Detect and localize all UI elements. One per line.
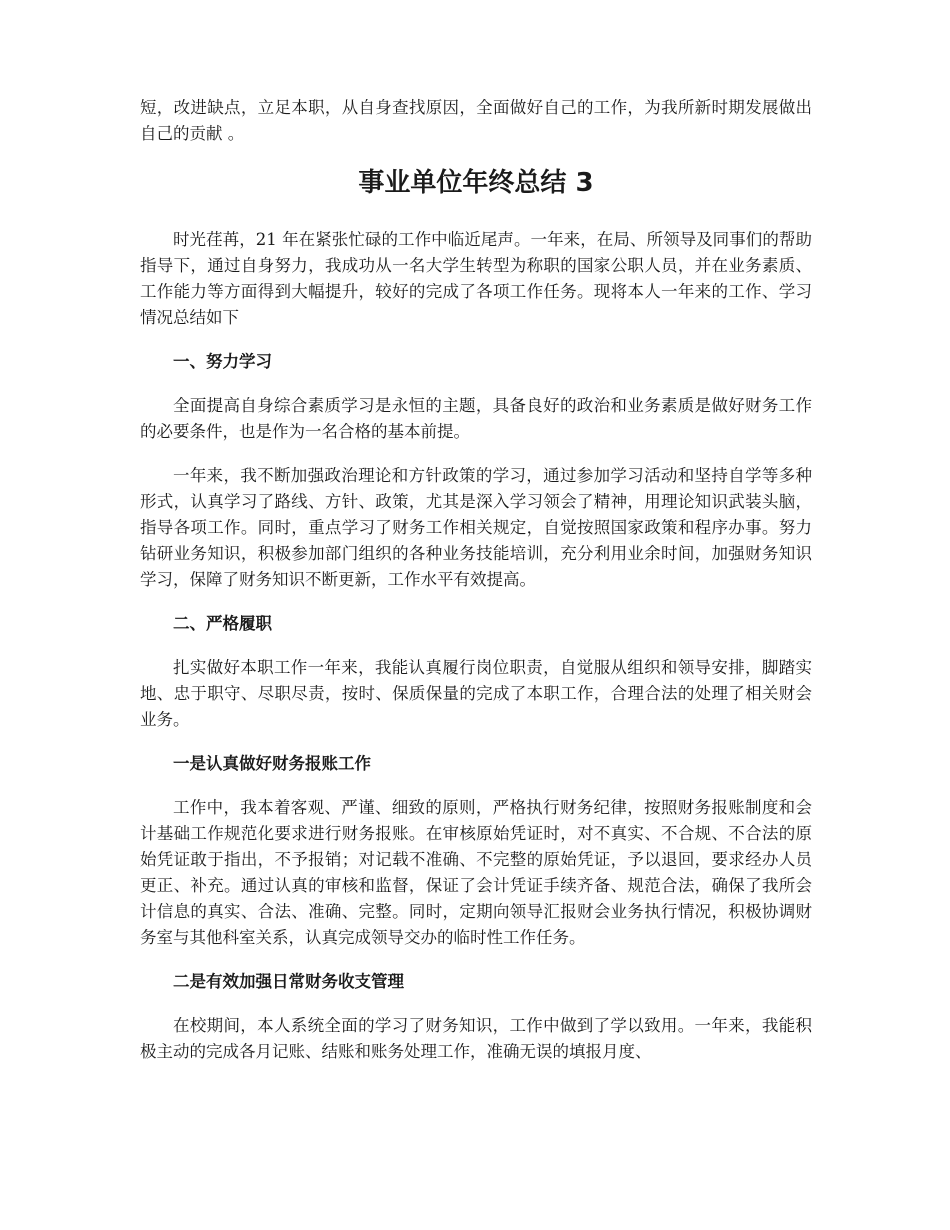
intro-paragraph: 时光荏苒，21 年在紧张忙碌的工作中临近尾声。一年来，在局、所领导及同事们的帮助指导下，通过自身努力，我成功从一名大学生转型为称职的国家公职人员，并在业务素质、工作能力等方面得到大幅提升，较好的完成了各项工作任务。现将本人一年来的工作、学习情况总结如下 <box>140 230 812 327</box>
previous-paragraph-continuation: 短，改进缺点，立足本职，从自身查找原因，全面做好自己的工作，为我所新时期发展做出自己的贡献 。 <box>140 98 812 143</box>
paragraph-duty: 扎实做好本职工作一年来，我能认真履行岗位职责，自觉服从组织和领导安排，脚踏实地、忠于职守、尽职尽责，按时、保质保量的完成了本职工作，合理合法的处理了相关财会业务。 <box>140 658 812 729</box>
paragraph-study-2: 一年来，我不断加强政治理论和方针政策的学习，通过参加学习活动和坚持自学等多种形式，认真学习了路线、方针、政策，尤其是深入学习领会了精神，用理论知识武装头脑，指导各项工作。同时，重点学习了财务工作相关规定，自觉按照国家政策和程序办事。努力钻研业务知识，积极参加部门组织的各种业务技能培训，充分利用业余时间，加强财务知识学习，保障了财务知识不断更新，工作水平有效提高。 <box>140 466 812 589</box>
paragraph-reimbursement: 工作中，我本着客观、严谨、细致的原则，严格执行财务纪律，按照财务报账制度和会计基础工作规范化要求进行财务报账。在审核原始凭证时，对不真实、不合规、不合法的原始凭证敢于指出，不予报销；对记载不准确、不完整的原始凭证，予以退回，要求经办人员更正、补充。通过认真的审核和监督，保证了会计凭证手续齐备、规范合法，确保了我所会计信息的真实、合法、准确、完整。同时，定期向领导汇报财会业务执行情况，积极协调财务室与其他科室关系，认真完成领导交办的临时性工作任务。 <box>140 798 812 947</box>
subheading-reimbursement: 一是认真做好财务报账工作 <box>173 754 371 773</box>
paragraph-finance-management: 在校期间，本人系统全面的学习了财务知识，工作中做到了学以致用。一年来，我能积极主动的完成各月记账、结账和账务处理工作，准确无误的填报月度、 <box>140 1016 812 1061</box>
section-heading-duty: 二、严格履职 <box>173 614 272 633</box>
section-heading-study: 一、努力学习 <box>173 352 272 371</box>
paragraph-study-1: 全面提高自身综合素质学习是永恒的主题，具备良好的政治和业务素质是做好财务工作的必要条件，也是作为一名合格的基本前提。 <box>140 396 812 441</box>
document-title: 事业单位年终总结 3 <box>358 168 594 198</box>
document-body <box>140 95 812 1065</box>
subheading-finance-management: 二是有效加强日常财务收支管理 <box>173 972 404 991</box>
